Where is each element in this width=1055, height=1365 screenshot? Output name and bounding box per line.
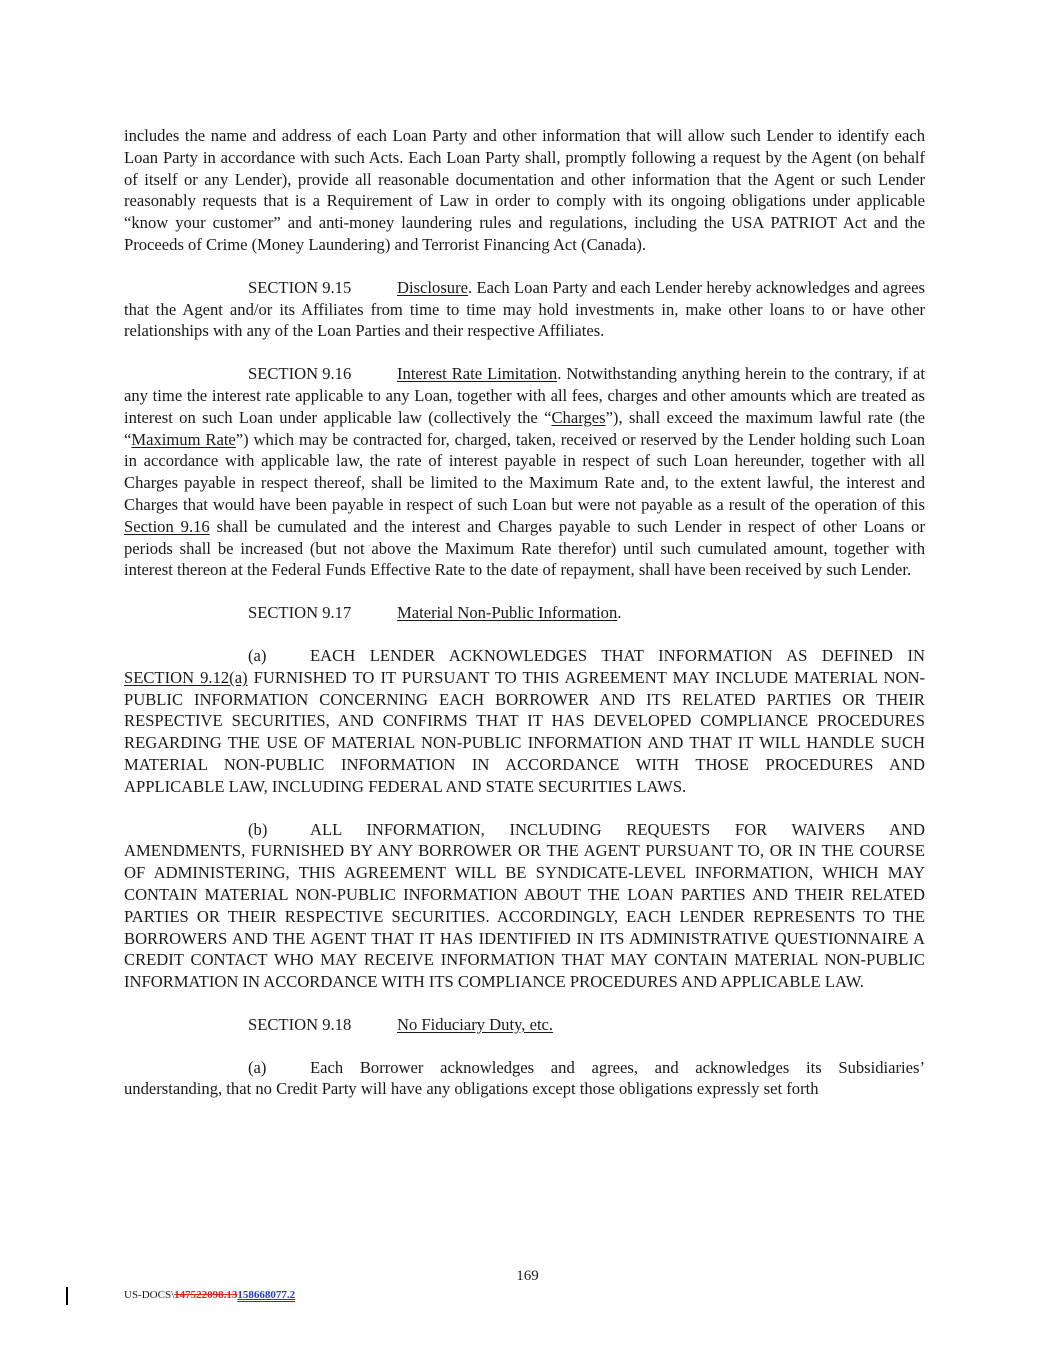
revision-change-bar: [66, 1287, 68, 1305]
section-9-17-heading: [124, 602, 925, 624]
section-9-17-a: [124, 645, 925, 798]
section-text: shall be cumulated and the interest and Charges payable to such Lender in respect of other Loans or periods shall be increased (but not above the Maximum Rate therefor) until such cumulated amount, together with interest thereon at the Federal Funds Effective Rate to the date of repayment, shall have been received by such Lender.: [124, 516, 925, 580]
section-title: No Fiduciary Duty, etc.: [397, 1014, 554, 1034]
section-9-16: [124, 363, 925, 581]
subsection-text: ALL INFORMATION, INCLUDING REQUESTS FOR WAIVERS AND AMENDMENTS, FURNISHED BY ANY BORROWER OR THE AGENT PURSUANT TO, OR IN THE COURSE OF ADMINISTERING, THIS AGREEMENT WILL BE SYNDICATE-LEVEL INFORMATION, WHICH MAY CONTAIN MATERIAL NON-PUBLIC INFORMATION ABOUT THE LOAN PARTIES AND THEIR RELATED PARTIES OR THEIR RESPECTIVE SECURITIES. ACCORDINGLY, EACH LENDER REPRESENTS TO THE BORROWERS AND THE AGENT THAT IT HAS IDENTIFIED IN ITS ADMINISTRATIVE QUESTIONNAIRE A CREDIT CONTACT WHO MAY RECEIVE INFORMATION THAT MAY CONTAIN MATERIAL NON-PUBLIC INFORMATION IN ACCORDANCE WITH ITS COMPLIANCE PROCEDURES AND APPLICABLE LAW.: [124, 819, 925, 992]
defined-term-maximum-rate: Maximum Rate: [131, 429, 236, 449]
paragraph-continuation: includes the name and address of each Loan Party and other information that will allow such Lender to identify each Loan Party in accordance with such Acts. Each Loan Party shall, promptly following a request by the Agent (on behalf of itself or any Lender), provide all reasonable documentation and other information that the Agent or such Lender reasonably requests that is a Requirement of Law in order to comply with its ongoing obligations under applicable “know your customer” and anti-money laundering rules and regulations, including the USA PATRIOT Act and the Proceeds of Crime (Money Laundering) and Terrorist Financing Act (Canada).: [124, 126, 925, 254]
section-number: SECTION 9.17: [248, 603, 352, 623]
section-9-17-b: [124, 819, 925, 993]
defined-term-charges: Charges: [551, 407, 606, 427]
page-number: 169: [516, 1268, 539, 1284]
subsection-text: FURNISHED TO IT PURSUANT TO THIS AGREEMENT MAY INCLUDE MATERIAL NON-PUBLIC INFORMATION CONCERNING EACH BORROWER AND ITS RELATED PARTIES OR THEIR RESPECTIVE SECURITIES, AND CONFIRMS THAT IT HAS DEVELOPED COMPLIANCE PROCEDURES REGARDING THE USE OF MATERIAL NON-PUBLIC INFORMATION AND THAT IT WILL HANDLE SUCH MATERIAL NON-PUBLIC INFORMATION IN ACCORDANCE WITH THOSE PROCEDURES AND APPLICABLE LAW, INCLUDING FEDERAL AND STATE SECURITIES LAWS.: [124, 667, 925, 796]
section-text: ”) which may be contracted for, charged, taken, received or reserved by the Lender holding such Loan in accordance with applicable law, the rate of interest payable in respect of such Loan hereunder, together with all Charges payable in respect thereof, shall be limited to the Maximum Rate and, to the extent lawful, the interest and Charges that would have been payable in respect of such Loan but were not payable as a result of the operation of this: [124, 429, 925, 514]
section-title-period: .: [617, 603, 622, 623]
section-9-15: [124, 277, 925, 342]
subsection-label: (a): [248, 645, 267, 665]
section-9-18-a: [124, 1057, 925, 1101]
document-id-prefix: US-DOCS\: [124, 1289, 175, 1301]
section-title: Material Non-Public Information: [397, 603, 618, 623]
subsection-label: (b): [248, 819, 268, 839]
section-number: SECTION 9.18: [248, 1014, 352, 1034]
document-id: [124, 1289, 295, 1301]
section-title: Interest Rate Limitation: [397, 364, 558, 384]
section-number: SECTION 9.16: [248, 364, 352, 384]
document-id-deleted: 147522098.13: [174, 1289, 238, 1301]
cross-reference: SECTION 9.12(a): [124, 667, 248, 687]
document-id-inserted: 158668077.2: [237, 1289, 296, 1301]
section-text: . Notwithstanding anything herein to the contrary, if at any time the interest rate applicable to any Loan, together with all fees, charges and other amounts which are treated as interest on such Loan under applicable law (collectively the “: [124, 364, 925, 427]
section-9-18-heading: [124, 1014, 925, 1036]
section-text: ”), shall exceed the maximum lawful rate (the “: [124, 407, 925, 449]
document-page: [124, 125, 925, 1121]
subsection-text: EACH LENDER ACKNOWLEDGES THAT INFORMATION AS DEFINED IN: [310, 645, 925, 665]
cross-reference: Section 9.16: [124, 516, 210, 536]
section-text: . Each Loan Party and each Lender hereby acknowledges and agrees that the Agent and/or its Affiliates from time to time may hold investments in, make other loans to or have other relationships with any of the Loan Parties and their respective Affiliates.: [124, 277, 925, 341]
section-number: SECTION 9.15: [248, 277, 352, 297]
subsection-text: Each Borrower acknowledges and agrees, and acknowledges its Subsidiaries’ understanding, that no Credit Party will have any obligations except those obligations expressly set forth: [124, 1057, 925, 1099]
subsection-label: (a): [248, 1057, 267, 1077]
section-title: Disclosure: [397, 277, 468, 297]
